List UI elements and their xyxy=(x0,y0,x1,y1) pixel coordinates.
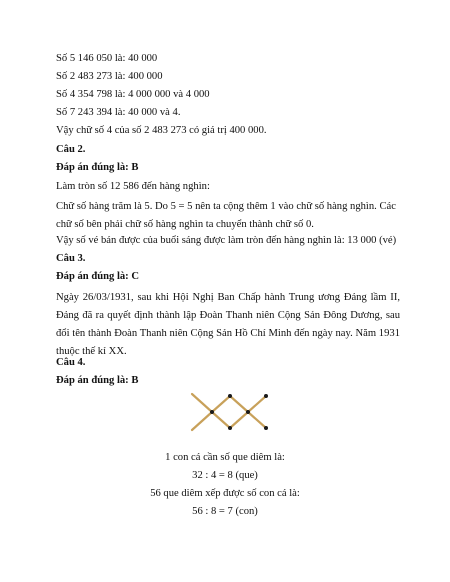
question-3-explanation: Ngày 26/03/1931, sau khi Hội Nghị Ban Chấp hành Trung ương Đảng lầm II, Đảng đã ra quyết định thành lập Đoàn Thanh niên Cộng Sản Đông Dương, sau đổi tên thành Đoàn Thanh niên Cộng Sản Hồ Chí Minh đến ngày nay. Năm 1931 thuộc thế kỉ XX. xyxy=(56,292,400,357)
matchstick-sticks xyxy=(192,394,266,430)
question-3-heading: Câu 3. xyxy=(56,253,86,264)
digit-value-line-3: Số 4 354 798 là: 4 000 000 và 4 000 xyxy=(56,89,210,100)
matchstick-heads xyxy=(210,394,268,430)
question-4-answer: Đáp án đúng là: B xyxy=(56,375,139,386)
question-4-calc-1: 32 : 4 = 8 (que) xyxy=(192,470,258,481)
question-4-calc-2: 56 : 8 = 7 (con) xyxy=(192,506,258,517)
question-4-step-2: 56 que diêm xếp được số con cá là: xyxy=(150,488,300,499)
question-4-step-1: 1 con cá cần số que diêm là: xyxy=(165,452,285,463)
digit-value-line-1: Số 5 146 050 là: 40 000 xyxy=(56,53,158,64)
digit-value-line-4: Số 7 243 394 là: 40 000 và 4. xyxy=(56,107,181,118)
digit-value-line-2: Số 2 483 273 là: 400 000 xyxy=(56,71,163,82)
question-2-step-1: Làm tròn số 12 586 đến hàng nghìn: xyxy=(56,181,210,192)
question-3-answer: Đáp án đúng là: C xyxy=(56,271,140,282)
question-2-answer: Đáp án đúng là: B xyxy=(56,162,139,173)
question-2-step-2: Chữ số hàng trăm là 5. Do 5 = 5 nên ta cộng thêm 1 vào chữ số hàng nghìn. Các chữ số bên phải chữ số hàng nghìn ta chuyển thành chữ số 0. xyxy=(56,201,396,230)
question-2-heading: Câu 2. xyxy=(56,144,86,155)
question-2-conclusion: Vậy số vé bán được của buổi sáng được làm tròn đến hàng nghìn là: 13 000 (vé) xyxy=(56,235,397,246)
digit-value-conclusion: Vậy chữ số 4 của số 2 483 273 có giá trị 400 000. xyxy=(56,125,267,136)
matchstick-fish-figure xyxy=(190,390,272,434)
question-4-heading: Câu 4. xyxy=(56,357,86,368)
